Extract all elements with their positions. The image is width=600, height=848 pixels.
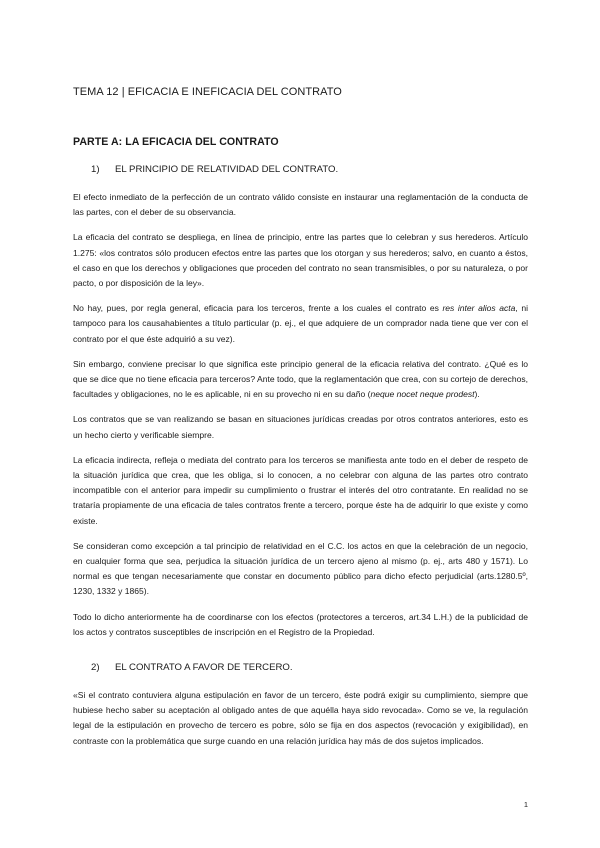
paragraph-3-text-b: , ni tampoco para los causahabientes a título particular (p. ej., el que adquiere de un comprador nada tiene que ver con el contrato por el que éste adquirió a su vez). [73, 303, 529, 344]
paragraph-4 [73, 357, 528, 403]
section-1-heading [91, 164, 528, 175]
section-1-heading-text: EL PRINCIPIO DE RELATIVIDAD DEL CONTRATO. [115, 164, 339, 175]
paragraph-8: Todo lo dicho anteriormente ha de coordinarse con los efectos (protectores a terceros, art.34 L.H.) de la publicidad de los actos y contratos susceptibles de inscripción en el Registro de la Propiedad. [73, 611, 528, 637]
section-2-heading [91, 662, 528, 673]
paragraph-2: La eficacia del contrato se despliega, en línea de principio, entre las partes que lo celebran y sus herederos. Artículo 1.275: «los contratos sólo producen efectos entre las partes que los otorgan y sus herederos; salvo, en cuanto a éstos, el caso en que los derechos y obligaciones que proceden del contrato no sean transmisibles, o por su naturaleza, o por pacto, o por disposición de la ley». [73, 232, 528, 289]
paragraph-1: El efecto inmediato de la perfección de un contrato válido consiste en instaurar una reglamentación de la conducta de las partes, con el deber de su observancia. [73, 192, 528, 218]
paragraph-3 [73, 301, 528, 347]
paragraph-4-text-a: Sin embargo, conviene precisar lo que significa este principio general de la eficacia relativa del contrato. ¿Qué es lo que se dice que no tiene eficacia para terceros? Ante todo, que la reglamentación que crea, con su cortejo de derechos, facultades y obligaciones, no le es aplicable, ni en su provecho ni en su daño ( [73, 358, 528, 400]
paragraph-3-italic: res inter alios acta [442, 303, 516, 314]
paragraph-3-text-a: No hay, pues, por regla general, eficacia para los terceros, frente a los cuales el contrato es [73, 303, 443, 314]
part-a-title: PARTE A: LA EFICACIA DEL CONTRATO [73, 136, 279, 148]
section-2-number: 2) [91, 662, 100, 674]
paragraph-9: «Si el contrato contuviera alguna estipulación en favor de un tercero, éste podrá exigir su cumplimiento, siempre que hubiese hecho saber su aceptación al obligado antes de que aquélla haya sido revocada». Como se ve, la regulación legal de la estipulación en provecho de tercero es pobre, sólo se fija en dos aspectos (revocación y exigibilidad), en contraste con la problemática que surge cuando en una relación jurídica hay más de dos sujetos implicados. [73, 690, 528, 746]
paragraph-7: Se consideran como excepción a tal principio de relatividad en el C.C. los actos en que la celebración de un negocio, en cualquier forma que sea, perjudica la situación jurídica de un tercero ajeno al mismo (p. ej., arts 480 y 1571). Lo normal es que tengan necesariamente que constar en documento público para dicho efecto perjudicial (arts.1280.5º, 1230, 1332 y 1865). [73, 540, 528, 597]
section-1-number: 1) [91, 164, 100, 175]
paragraph-6: La eficacia indirecta, refleja o mediata del contrato para los terceros se manifiesta ante todo en el deber de respeto de la situación jurídica que crea, que les obliga, si lo conocen, a no celebrar con alguna de las partes otro contrato incompatible con el anterior para impedir su cumplimiento o frustrar el interés del otro contratante. En realidad no se trataría propiamente de una eficacia de tales contratos frente a tercero, porque éste ha de adquirir lo que existe y como existe. [73, 454, 528, 526]
document-title: TEMA 12 | EFICACIA E INEFICACIA DEL CONTRATO [73, 86, 342, 98]
paragraph-4-italic: neque nocet neque prodest [370, 389, 475, 400]
section-2-heading-text: EL CONTRATO A FAVOR DE TERCERO. [115, 662, 293, 674]
page-number: 1 [523, 800, 528, 809]
paragraph-4-text-b: ). [474, 389, 480, 400]
paragraph-5: Los contratos que se van realizando se basan en situaciones jurídicas creadas por otros contratos anteriores, esto es un hecho cierto y verificable siempre. [73, 414, 528, 440]
